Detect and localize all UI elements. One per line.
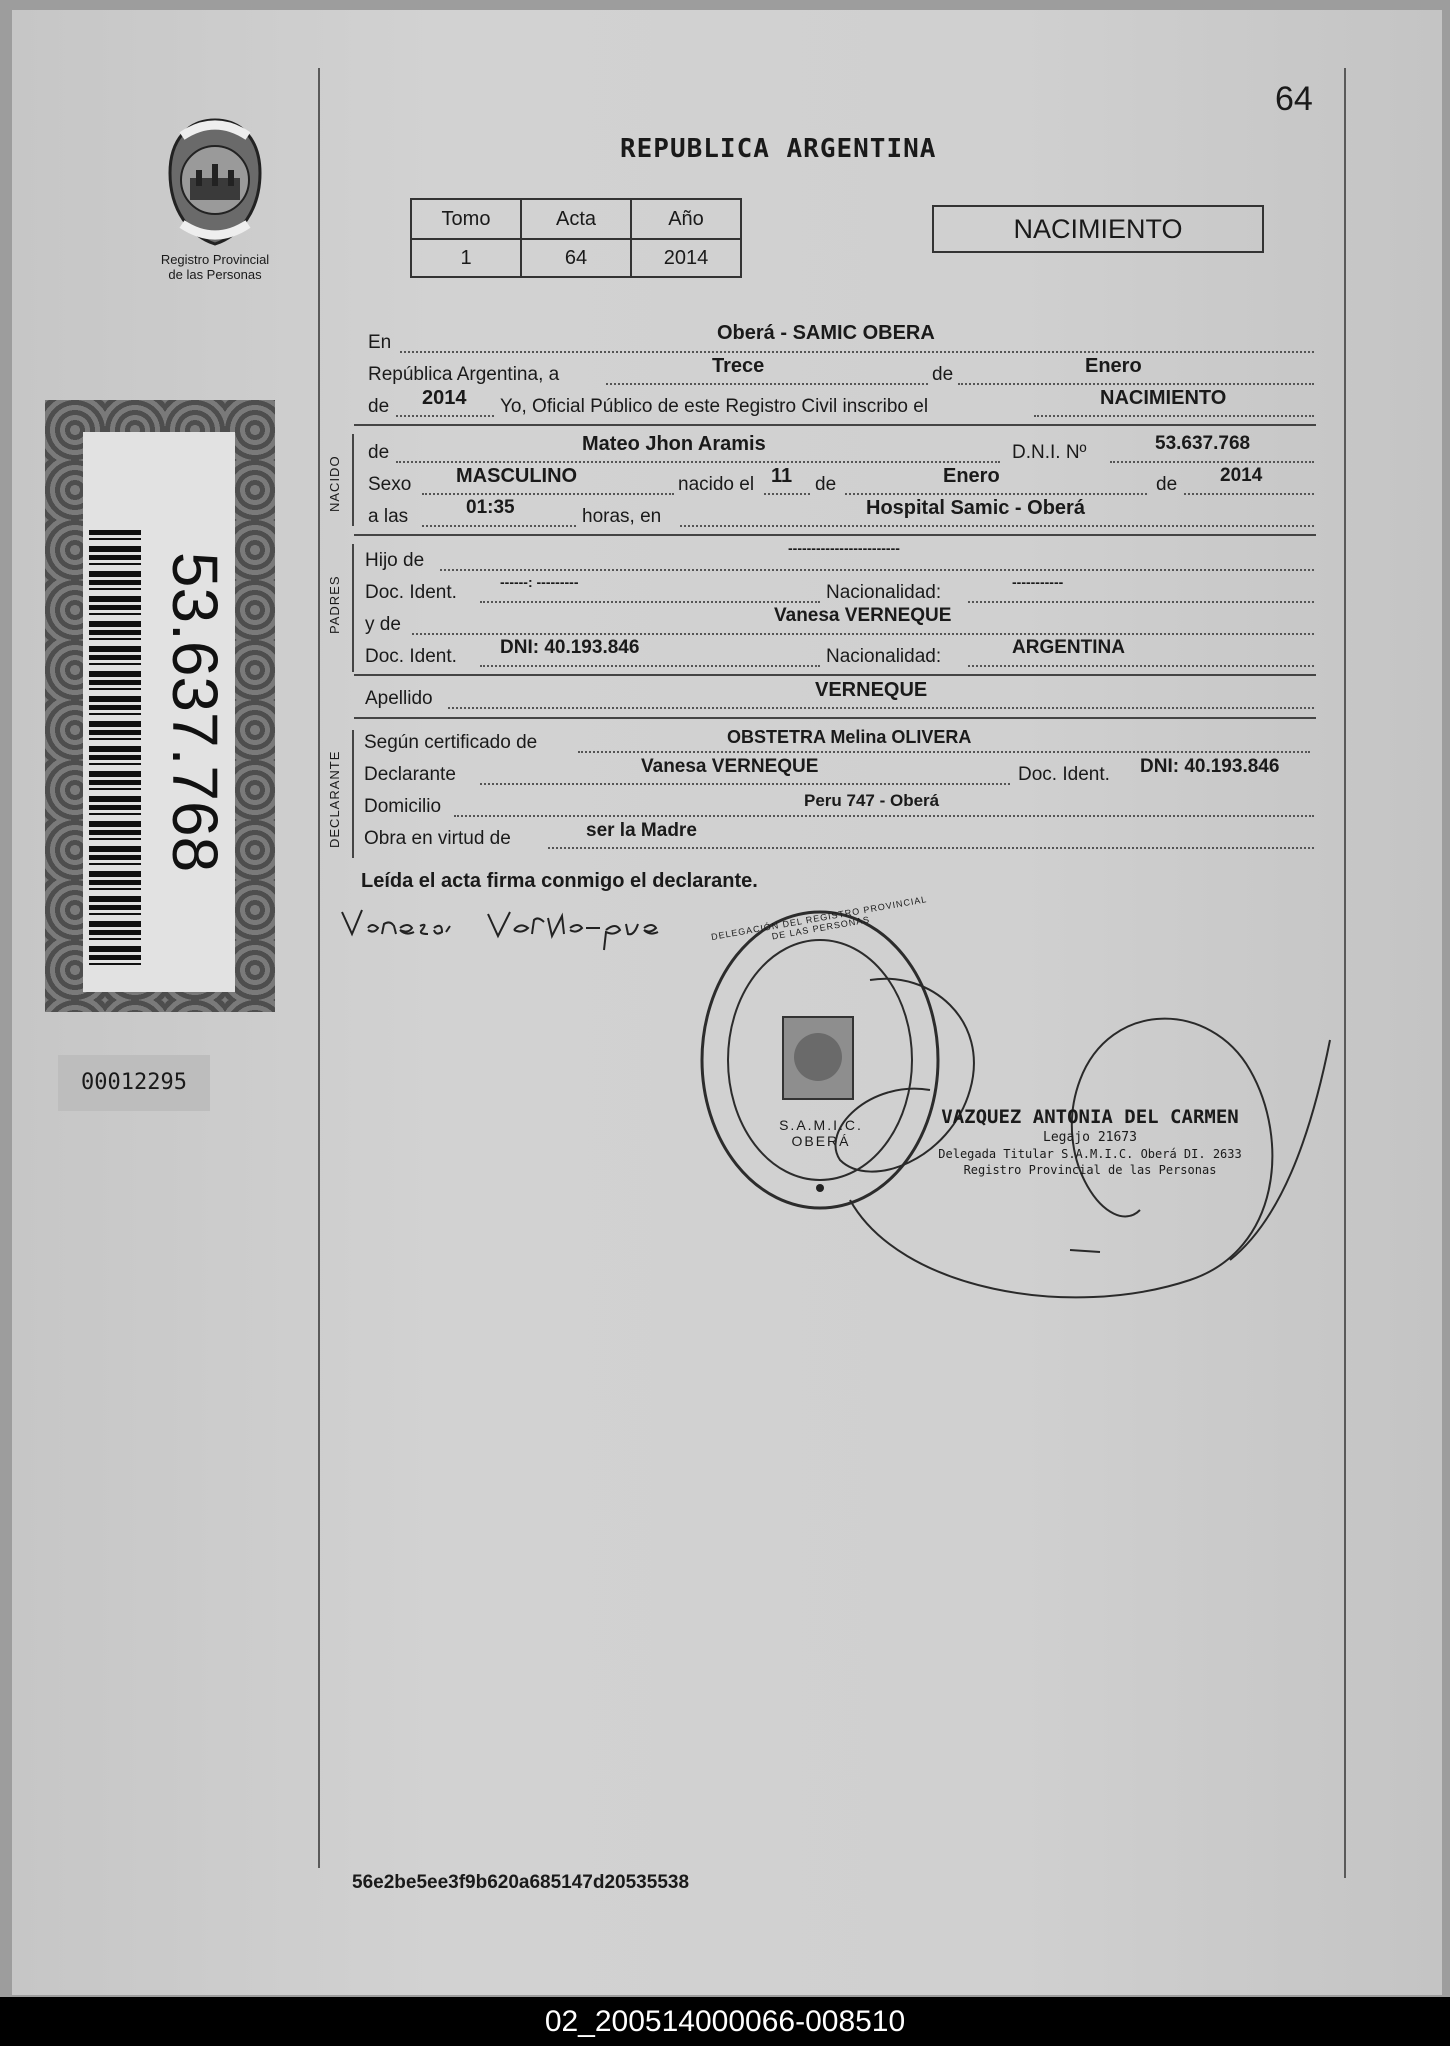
registry-value-ano: 2014 — [631, 239, 741, 277]
closing-statement: Leída el acta firma conmigo el declarante. — [361, 870, 758, 892]
obra-label: Obra en virtud de — [364, 828, 511, 849]
declarant-signature — [338, 900, 668, 958]
domicilio-value: Peru 747 - Oberá — [804, 791, 940, 810]
oficial-text: Yo, Oficial Público de este Registro Civil inscribo el — [500, 396, 929, 417]
declarante-section-label: DECLARANTE — [327, 750, 342, 848]
intro-rule — [354, 424, 1316, 426]
birth-time-value: 01:35 — [466, 497, 515, 518]
stamp-ring-text: DELEGACIÓN DEL REGISTRO PROVINCIAL DE LAS PERSONAS — [710, 894, 928, 943]
mother-nac-label: Nacionalidad: — [826, 646, 942, 667]
en-value: Oberá - SAMIC OBERA — [717, 322, 935, 344]
birth-month-dots — [845, 493, 1147, 495]
declarante-doc-value: DNI: 40.193.846 — [1140, 756, 1280, 777]
declarante-dots — [480, 783, 1010, 785]
dni-label: D.N.I. Nº — [1012, 442, 1087, 463]
certificado-label: Según certificado de — [364, 732, 538, 753]
logo-agency-line1: Registro Provincial — [160, 252, 270, 267]
republica-day-dots — [606, 383, 928, 385]
file-id-bar: 02_200514000066-008510 — [0, 1997, 1450, 2046]
padres-section-label: PADRES — [327, 575, 342, 634]
barcode-label-panel — [83, 432, 235, 992]
event-value: NACIMIENTO — [1100, 387, 1227, 409]
place-dots — [680, 525, 1314, 527]
act-type-box: NACIMIENTO — [932, 205, 1264, 253]
father-value: ------------------------ — [788, 540, 900, 556]
apellido-label: Apellido — [365, 688, 433, 709]
declarante-label: Declarante — [364, 764, 456, 785]
padres-rule — [354, 674, 1316, 676]
sexo-value: MASCULINO — [456, 465, 578, 487]
document-hash: 56e2be5ee3f9b620a685147d20535538 — [352, 1872, 690, 1893]
en-label: En — [368, 332, 392, 353]
official-name: VAZQUEZ ANTONIA DEL CARMEN — [941, 1106, 1239, 1128]
certificado-dots — [578, 751, 1310, 753]
father-doc-label: Doc. Ident. — [365, 582, 457, 603]
registry-table-value-row — [411, 239, 741, 277]
official-stamp — [920, 1106, 1260, 1177]
month-de-label: de — [932, 364, 954, 385]
registry-header-acta: Acta — [521, 199, 631, 239]
apellido-value: VERNEQUE — [815, 679, 928, 701]
time-dots — [422, 525, 576, 527]
registry-table — [410, 198, 742, 278]
apellido-rule — [354, 717, 1316, 719]
obra-value: ser la Madre — [586, 820, 697, 841]
father-nac-value: ----------- — [1012, 574, 1064, 590]
birth-month-de-label: de — [815, 474, 837, 495]
nacido-el-label: nacido el — [678, 474, 755, 495]
page-number: 64 — [1275, 80, 1313, 118]
name-dots — [396, 461, 1000, 463]
year-value: 2014 — [422, 387, 467, 409]
registry-header-ano: Año — [631, 199, 741, 239]
certificado-value: OBSTETRA Melina OLIVERA — [727, 727, 972, 747]
obra-dots — [548, 847, 1314, 849]
barcode-number: 53.637.768 — [159, 551, 231, 873]
declarante-value: Vanesa VERNEQUE — [641, 756, 819, 777]
nacido-section-bar — [352, 434, 354, 526]
registry-header-tomo: Tomo — [411, 199, 521, 239]
stamp-inner-text: S.A.M.I.C. OBERÁ — [779, 1117, 863, 1149]
nacido-section-label: NACIDO — [327, 455, 342, 512]
father-nac-label: Nacionalidad: — [826, 582, 942, 603]
father-doc-dots — [480, 601, 820, 603]
birth-year-dots — [1184, 493, 1314, 495]
archive-number-label: 00012295 — [58, 1055, 210, 1111]
month-value: Enero — [1085, 355, 1142, 377]
registry-value-tomo: 1 — [411, 239, 521, 277]
declarante-section-bar — [352, 730, 354, 858]
mother-nac-value: ARGENTINA — [1012, 637, 1125, 658]
domicilio-label: Domicilio — [364, 796, 442, 817]
apellido-dots — [448, 707, 1314, 709]
document-title: REPUBLICA ARGENTINA — [620, 134, 937, 164]
nacido-de-label: de — [368, 442, 390, 463]
sexo-dots — [422, 493, 674, 495]
official-position: Delegada Titular S.A.M.I.C. Oberá DI. 2633 — [938, 1147, 1242, 1161]
mother-doc-label: Doc. Ident. — [365, 646, 457, 667]
birth-month-value: Enero — [943, 465, 1000, 487]
birth-year-de-label: de — [1156, 474, 1178, 495]
left-margin-line — [318, 68, 320, 1868]
registry-table-header-row — [411, 199, 741, 239]
padres-section-bar — [352, 544, 354, 672]
seal-emblem-icon — [160, 118, 270, 248]
month-dots — [958, 383, 1314, 385]
year-de-label: de — [368, 396, 390, 417]
dni-value: 53.637.768 — [1155, 433, 1251, 454]
mother-doc-dots — [480, 665, 820, 667]
child-name-value: Mateo Jhon Aramis — [582, 433, 766, 455]
official-agency: Registro Provincial de las Personas — [963, 1163, 1217, 1177]
en-dots — [400, 351, 1314, 353]
birth-place-value: Hospital Samic - Oberá — [866, 497, 1085, 519]
mother-doc-value: DNI: 40.193.846 — [500, 637, 640, 658]
republica-label: República Argentina, a — [368, 364, 560, 385]
birth-day-dots — [764, 493, 810, 495]
alas-label: a las — [368, 506, 409, 527]
nacido-rule — [354, 534, 1316, 536]
domicilio-dots — [454, 815, 1314, 817]
declarante-doc-label: Doc. Ident. — [1018, 764, 1110, 785]
birth-year-value: 2014 — [1220, 465, 1263, 486]
year-dots — [396, 415, 494, 417]
mother-dots — [412, 633, 1314, 635]
sexo-label: Sexo — [368, 474, 412, 495]
province-seal-logo — [160, 118, 270, 248]
father-dots — [440, 569, 1314, 571]
father-nac-dots — [968, 601, 1314, 603]
barcode-bars — [89, 530, 141, 970]
event-dots — [1034, 415, 1314, 417]
logo-agency-label — [140, 252, 290, 282]
father-doc-value: ------: --------- — [500, 574, 579, 590]
hijo-de-label: Hijo de — [365, 550, 425, 571]
official-legajo: Legajo 21673 — [1043, 1130, 1137, 1145]
mother-nac-dots — [968, 665, 1314, 667]
mother-value: Vanesa VERNEQUE — [774, 605, 952, 626]
registry-value-acta: 64 — [521, 239, 631, 277]
day-in-words-value: Trece — [712, 355, 765, 377]
barcode-block — [45, 400, 275, 1012]
horas-label: horas, en — [582, 506, 662, 527]
birth-day-value: 11 — [771, 465, 793, 487]
y-de-label: y de — [365, 614, 401, 635]
logo-agency-line2: de las Personas — [168, 267, 262, 282]
dni-dots — [1110, 461, 1314, 463]
